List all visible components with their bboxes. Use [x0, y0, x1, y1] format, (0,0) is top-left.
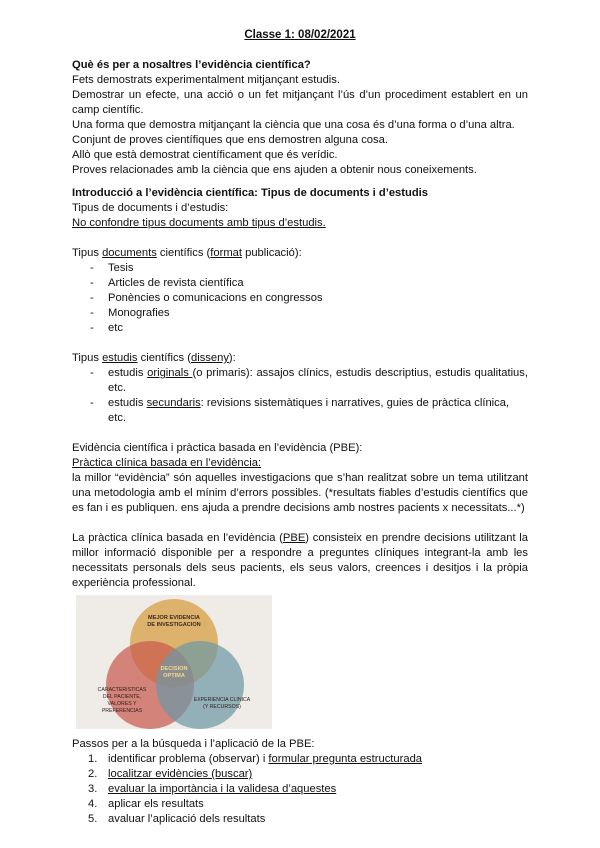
study-types-heading: Tipus estudis científics (disseny):	[72, 352, 236, 364]
list-item: - estudis originals (o primaris): assajos clínics, estudis descriptius, estudis qualitatius, etc.	[72, 366, 528, 396]
section1-heading: Què és per a nosaltres l’evidència científica?	[72, 59, 311, 71]
list-item: - estudis secundaris: revisions sistemàtiques i narratives, guies de pràctica clínica, etc.	[72, 396, 528, 426]
section2-intro: Tipus de documents i d’estudis:	[72, 202, 229, 214]
section1-line: Demostrar un efecte, una acció o un fet mitjançant l’ús d’un procediment establert en un camp científic.	[72, 89, 528, 116]
venn-right-label: EXPERIENCIA CLINICA	[193, 697, 251, 703]
section1-line: Allò que està demostrat científicament que és verídic.	[72, 149, 338, 161]
section2-warning: No confondre tipus documents amb tipus d’estudis.	[72, 217, 326, 229]
steps-heading: Passos per a la búsqueda i l’aplicació de la PBE:	[72, 738, 315, 750]
venn-center-label: OPTIMA	[163, 673, 185, 679]
list-item: - Articles de revista científica	[72, 276, 528, 291]
list-item: 1. identificar problema (observar) i formular pregunta estructurada	[88, 753, 423, 765]
venn-right-label: (Y RECURSOS)	[203, 704, 241, 710]
venn-diagram	[76, 595, 272, 729]
list-item: 2. localitzar evidències (buscar)	[88, 768, 253, 780]
section1-line: Proves relacionades amb la ciència que ens ajuden a obtenir nous coneixements.	[72, 164, 477, 176]
list-item: - Tesis	[72, 261, 528, 276]
venn-left-label: DEL PACIENTE,	[102, 694, 142, 700]
venn-center-label: DECISION	[160, 666, 188, 672]
list-item: - etc	[72, 321, 528, 336]
list-item: - Monografies	[72, 306, 528, 321]
venn-svg	[76, 595, 272, 729]
document-page	[72, 26, 528, 827]
list-item: - Ponències o comunicacions en congressos	[72, 291, 528, 306]
pbe-definition: La pràctica clínica basada en l’evidència (PBE) consisteix en prendre decisions utilitzant la millor informació disponible per a respondre a preguntes clíniques integrant-la amb les necessitats personals dels seus pacients, els seus valors, creences i desitjos i la pròpia experiència professional.	[72, 532, 528, 589]
section1-line: Conjunt de proves científiques que ens demostren alguna cosa.	[72, 134, 388, 146]
venn-top-label: MEJOR EVIDENCIA	[148, 615, 200, 621]
doc-types-heading: Tipus documents científics (format publicació):	[72, 247, 302, 259]
list-item: 4. aplicar els resultats	[88, 798, 204, 810]
list-item: 5. avaluar l’aplicació dels resultats	[88, 813, 266, 825]
venn-left-label: CARACTERISTICAS	[97, 687, 147, 693]
venn-circle-clinical	[156, 641, 244, 729]
pbe-line: Evidència científica i pràctica basada en l’evidència (PBE):	[72, 442, 363, 454]
steps-list	[72, 752, 528, 827]
venn-left-label: PREFERENCIAS	[101, 708, 143, 714]
page-title: Classe 1: 08/02/2021	[244, 29, 356, 41]
doc-types-list	[72, 261, 528, 336]
study-types-list	[72, 366, 528, 426]
pbe-subheading: Pràctica clínica basada en l’evidència:	[72, 457, 262, 469]
venn-left-label: VALORES Y	[107, 701, 137, 707]
list-item: 3. evaluar la importància i la validesa d’aquestes	[88, 783, 337, 795]
section1-line: Fets demostrats experimentalment mitjançant estudis.	[72, 74, 340, 86]
venn-top-label: DE INVESTIGACION	[147, 622, 201, 628]
section2-heading: Introducció a l’evidència científica: Tipus de documents i d’estudis	[72, 187, 429, 199]
pbe-paragraph: la millor “evidència” són aquelles investigacions que s’han realitzat sobre un tema utilitzant una metodologia amb el mínim d’errors possibles. (*resultats fiables d’estudis científics que es fan i es publiquen. ens ajuda a prendre decisions amb nostres pacients x necessitats...*)	[72, 472, 528, 514]
section1-line: Una forma que demostra mitjançant la ciència que una cosa és d’una forma o d’una altra.	[72, 119, 515, 131]
